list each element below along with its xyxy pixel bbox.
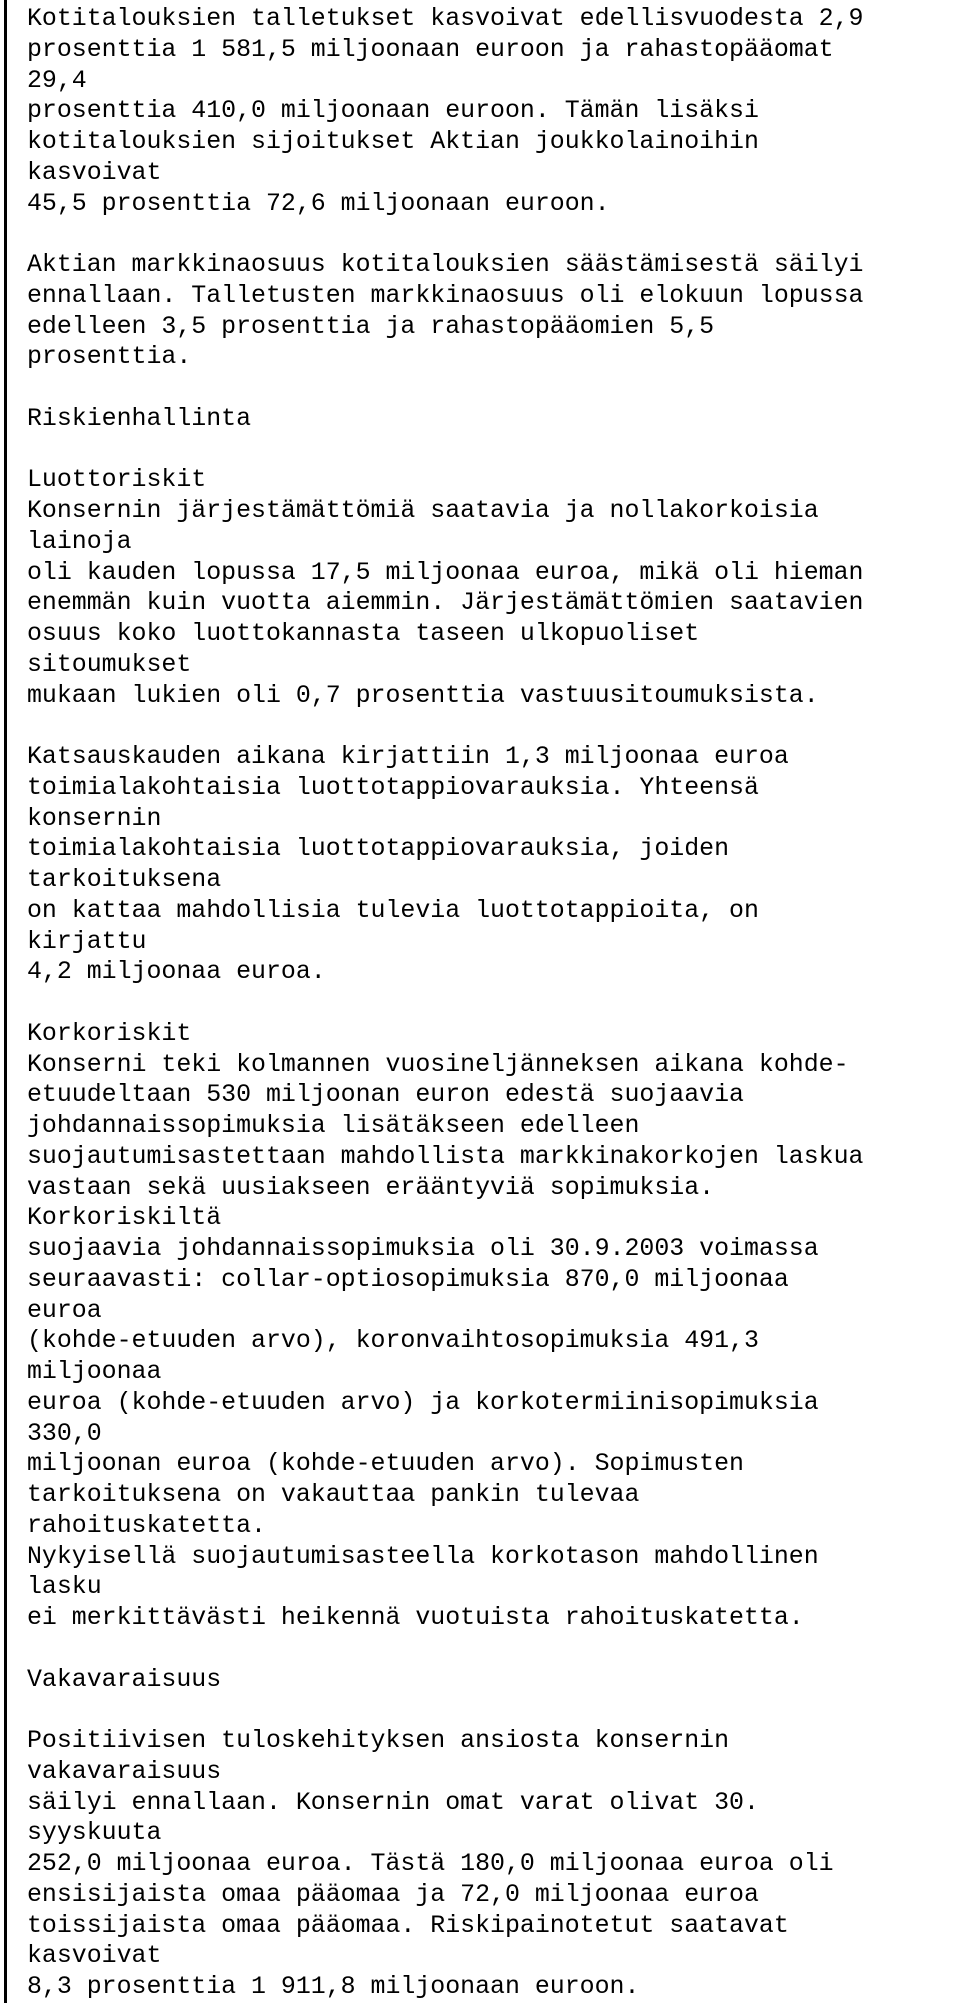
text-line: osuus koko luottokannasta taseen ulkopuoliset	[27, 620, 700, 648]
text-line: kasvoivat	[27, 1942, 162, 1971]
text-line	[27, 1634, 952, 1665]
text-line: sitoumukset	[27, 650, 192, 679]
text-line: toimialakohtaisia luottotappiovarauksia, joiden	[27, 835, 730, 864]
text-line: Aktian markkinaosuus kotitalouksien säästämisestä säilyi	[27, 251, 864, 279]
text-line: Kotitalouksien talletukset kasvoivat edellisvuodesta 2,9	[27, 5, 864, 33]
text-line: prosenttia 1 581,5 miljoonaan euroon ja rahastopääomat	[27, 35, 834, 64]
text-line: Korkoriskiltä	[27, 1204, 222, 1233]
text-line: Nykyisellä suojautumisasteella korkotason mahdollinen	[27, 1542, 819, 1571]
text-line: lasku	[27, 1573, 102, 1602]
text-line: Katsauskauden aikana kirjattiin 1,3 miljoonaa euroa	[27, 743, 789, 771]
text-line: syyskuuta	[27, 1819, 162, 1848]
text-line: euroa (kohde-etuuden arvo) ja korkotermiinisopimuksia	[27, 1388, 819, 1417]
text-line: Konserni teki kolmannen vuosineljänneksen aikana kohde-	[27, 1050, 849, 1079]
text-line: Luottoriskit	[27, 466, 207, 495]
text-line: seuraavasti: collar-optiosopimuksia 870,0 miljoonaa	[27, 1265, 789, 1294]
text-line: johdannaissopimuksia lisätäkseen edelleen	[27, 1112, 640, 1140]
text-line: säilyi ennallaan. Konsernin omat varat olivat 30.	[27, 1788, 759, 1817]
text-line: toimialakohtaisia luottotappiovarauksia. Yhteensä	[27, 773, 759, 802]
text-line: 8,3 prosenttia 1 911,8 miljoonaan euroon.	[27, 1973, 640, 2001]
text-line	[27, 435, 952, 466]
text-line: (kohde-etuuden arvo), koronvaihtosopimuksia 491,3	[27, 1327, 759, 1356]
text-line: miljoonan euroa (kohde-etuuden arvo). Sopimusten	[27, 1450, 744, 1479]
text-line: Konsernin järjestämättömiä saatavia ja nollakorkoisia	[27, 497, 819, 525]
text-line: on kattaa mahdollisia tulevia luottotappioita, on	[27, 896, 759, 925]
text-line: konsernin	[27, 804, 162, 833]
text-line: prosenttia 410,0 miljoonaan euroon. Tämän lisäksi	[27, 97, 759, 126]
text-line	[27, 988, 952, 1019]
text-line	[27, 711, 952, 742]
text-line: enemmän kuin vuotta aiemmin. Järjestämättömien saatavien	[27, 589, 864, 618]
text-line: Korkoriskit	[27, 1019, 192, 1048]
text-line: kasvoivat	[27, 158, 162, 187]
text-line	[27, 1695, 952, 1726]
text-line: Riskienhallinta	[27, 404, 252, 433]
text-line: ei merkittävästi heikennä vuotuista rahoituskatetta.	[27, 1604, 804, 1632]
text-line: euroa	[27, 1296, 102, 1325]
text-line: lainoja	[27, 527, 132, 556]
text-line: Positiivisen tuloskehityksen ansiosta konsernin	[27, 1727, 730, 1755]
text-line: 29,4	[27, 66, 87, 95]
text-line: tarkoituksena on vakauttaa pankin tulevaa	[27, 1481, 640, 1509]
text-line: oli kauden lopussa 17,5 miljoonaa euroa, mikä oli hieman	[27, 558, 864, 587]
text-line: prosenttia.	[27, 343, 192, 372]
text-line: 4,2 miljoonaa euroa.	[27, 958, 326, 987]
text-line: edelleen 3,5 prosenttia ja rahastopääomien 5,5	[27, 312, 715, 341]
text-line: miljoonaa	[27, 1358, 162, 1386]
document-text	[27, 4, 952, 2003]
text-line: vastaan sekä uusiakseen erääntyviä sopimuksia.	[27, 1173, 715, 1202]
text-line: tarkoituksena	[27, 866, 222, 894]
text-line	[27, 219, 952, 250]
text-line: ennallaan. Talletusten markkinaosuus oli elokuun lopussa	[27, 281, 864, 310]
text-line: ensisijaista omaa pääomaa ja 72,0 miljoonaa euroa	[27, 1880, 759, 1909]
text-line: 252,0 miljoonaa euroa. Tästä 180,0 miljoonaa euroa oli	[27, 1850, 834, 1878]
text-line: suojautumisastettaan mahdollista markkinakorkojen laskua	[27, 1142, 864, 1171]
text-line: kotitalouksien sijoitukset Aktian joukkolainoihin	[27, 128, 759, 156]
text-line: kirjattu	[27, 927, 147, 956]
text-line	[27, 373, 952, 404]
text-line: rahoituskatetta.	[27, 1511, 266, 1540]
text-line: etuudeltaan 530 miljoonan euron edestä suojaavia	[27, 1081, 744, 1110]
left-margin-rule	[4, 0, 7, 2003]
text-line: vakavaraisuus	[27, 1757, 222, 1786]
text-line: suojaavia johdannaissopimuksia oli 30.9.2003 voimassa	[27, 1235, 819, 1263]
text-line: 330,0	[27, 1419, 102, 1448]
text-line: Vakavaraisuus	[27, 1665, 222, 1694]
text-line: 45,5 prosenttia 72,6 miljoonaan euroon.	[27, 189, 610, 218]
text-line: mukaan lukien oli 0,7 prosenttia vastuusitoumuksista.	[27, 681, 819, 710]
text-line: toissijaista omaa pääomaa. Riskipainotetut saatavat	[27, 1911, 789, 1940]
